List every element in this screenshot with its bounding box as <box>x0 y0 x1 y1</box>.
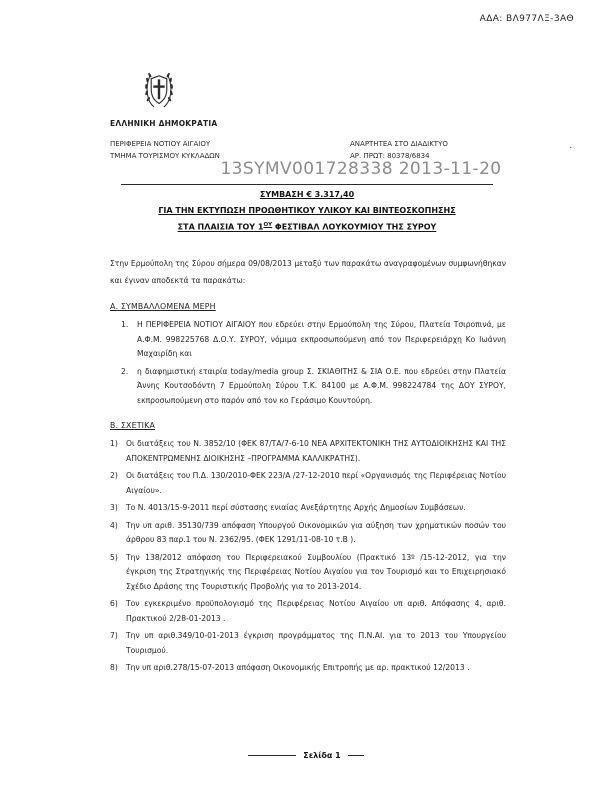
item-text: Οι διατάξεις του Ν. 3852/10 (ΦΕΚ 87/ΤΑ/7-6-10 ΝΕΑ ΑΡΧΙΤΕΚΤΟΝΙΚΗ ΤΗΣ ΑΥΤΟΔΙΟΙΚΗΣΗΣ ΚΑΙ ΤΗΣ ΑΠΟΚΕΝΤΡΩΜΕΝΗΣ ΔΙΟΙΚΗΣΗΣ –ΠΡΟΓΡΑΜΜΑ ΚΑΛΛΙΚΡΑΤΗΣ). <box>126 439 506 463</box>
greek-emblem-icon <box>142 70 176 110</box>
item-number: 7) <box>110 631 118 640</box>
item-number: 1. <box>121 320 129 329</box>
contract-title-context <box>121 218 493 235</box>
item-number: 2) <box>110 471 118 480</box>
intro-paragraph: Στην Ερμούπολη της Σύρου σήμερα 09/08/2013 μεταξύ των παρακάτω αναγραφομένων συμφωνήθηκαν και έγιναν αποδεκτά τα παρακάτω: <box>110 259 506 285</box>
list-item <box>110 519 506 548</box>
list-item <box>121 365 506 409</box>
contract-title-block <box>121 184 493 235</box>
footer-rule-left <box>248 755 296 756</box>
section-b-heading: Β. ΣΧΕΤΙΚΑ <box>110 421 156 430</box>
item-text: η διαφημιστική εταιρία today/media group Σ. ΣΚΙΑΘΙΤΗΣ & ΣΙΑ Ο.Ε. που εδρεύει στην Πλατεία Άννης Κουτσοδόντη 7 Ερμούπολη Σύρου Τ.Κ. 84100 με Α.Φ.Μ. 998224784 της ΔΟΥ ΣΥΡΟΥ, εκπροσωπούμενη στο παρόν από τον κο Γεράσιμο Κουντούρη. <box>137 366 506 405</box>
ordinal-superscript: ΟΥ <box>263 222 273 228</box>
item-text: Το Ν. 4013/15-9-2011 περί σύστασης ενιαίας Ανεξάρτητης Αρχής Δημοσίων Συμβάσεων. <box>126 503 466 512</box>
item-number: 4) <box>110 520 118 530</box>
item-number: 6) <box>110 599 118 608</box>
document-body <box>110 255 506 689</box>
item-text: Οι διατάξεις του Π.Δ. 130/2010-ΦΕΚ 223/Α /27-12-2010 περί «Οργανισμός της Περιφέρειας Νοτίου Αιγαίου». <box>126 471 506 495</box>
list-item <box>110 501 506 516</box>
stray-period: . <box>569 141 572 150</box>
title-context-pre: ΣΤΑ ΠΛΑΙΣΙΑ ΤΟΥ 1 <box>177 222 264 232</box>
item-text: Τον εγκεκριμένο προϋπολογισμό της Περιφέρειας Νοτίου Αιγαίου υπ αριθ. Απόφασης 4, αριθ. Πρακτικού 2/28-01-2013 . <box>126 599 506 623</box>
ada-number: ΑΔΑ: ΒΛ977ΛΞ-3ΑΘ <box>479 14 574 24</box>
item-text: Η ΠΕΡΙΦΕΡΕΙΑ ΝΟΤΙΟΥ ΑΙΓΑΙΟΥ που εδρεύει στην Ερμούπολη της Σύρου, Πλατεία Τσιροπινά, με Α.Φ.Μ. 998225768 Δ.Ο.Υ. ΣΥΡΟΥ, νόμιμα εκπροσωπούμενη από τον Περιφερειάρχη Κο Ιωάννη Μαχαιρίδη και <box>137 320 506 358</box>
list-item <box>110 437 506 466</box>
list-item <box>110 597 506 626</box>
list-item <box>121 318 506 362</box>
authority-department: ΤΜΗΜΑ ΤΟΥΡΙΣΜΟΥ ΚΥΚΛΑΔΩΝ <box>110 151 220 160</box>
footer-rule-right <box>348 755 364 756</box>
authority-region: ΠΕΡΙΦΕΡΕΙΑ ΝΟΤΙΟΥ ΑΙΓΑΙΟΥ <box>110 140 211 148</box>
item-number: 3) <box>110 503 118 512</box>
list-item <box>110 551 506 595</box>
list-item <box>110 629 506 658</box>
item-text: Την υπ αριθ.278/15-07-2013 απόφαση Οικονομικής Επιτροπής με αρ. πρακτικού 12/2013 . <box>126 663 470 672</box>
list-item <box>110 469 506 498</box>
contract-title-amount: ΣΥΜΒΑΣΗ € 3.317,40 <box>259 190 355 199</box>
republic-title: ΕΛΛΗΝΙΚΗ ΔΗΜΟΚΡΑΤΙΑ <box>110 119 218 128</box>
page-footer <box>0 751 612 760</box>
list-item <box>110 661 506 676</box>
item-number: 8) <box>110 663 118 672</box>
item-number: 1) <box>110 439 118 448</box>
item-text: Την υπ αριθ. 35130/739 απόφαση Υπουργού Οικονομικών για αύξηση των χρηματικών ποσών του άρθρου 83 παρ.1 του Ν. 2362/95. (ΦΕΚ 1291/11-08-10 τ.Β ). <box>126 520 506 544</box>
ada-watermark: 13SYMV001728338 2013-11-20 <box>220 159 502 179</box>
section-a-heading: Α. ΣΥΜΒΑΛΛΟΜΕΝΑ ΜΕΡΗ <box>110 302 216 311</box>
item-number: 5) <box>110 552 118 562</box>
item-text: Την 138/2012 απόφαση του Περιφερειακού Συμβουλίου (Πρακτικό 13º /15-12-2012, για την έγκριση της Στρατηγικής της Περιφέρειας Νοτίου Αιγαίου για τον Τουρισμό και το Επιχειρησιακό Σχέδιο Δράσης της Τουριστικής Προβολής για το 2013-2014. <box>126 552 506 591</box>
title-context-post: ΦΕΣΤΙΒΑΛ ΛΟΥΚΟΥΜΙΟΥ ΤΗΣ ΣΥΡΟΥ <box>272 222 437 232</box>
protocol-number: ΑΡ. ΠΡΩΤ: 80378/6834 <box>350 151 430 160</box>
page-number-label: Σελίδα 1 <box>303 751 341 760</box>
web-posting-note: ΑΝΑΡΤΗΤΕΑ ΣΤΟ ΔΙΑΔΙΚΤΥΟ <box>350 140 448 148</box>
contract-title-subject: ΓΙΑ ΤΗΝ ΕΚΤΥΠΩΣΗ ΠΡΟΩΘΗΤΙΚΟΥ ΥΛΙΚΟΥ ΚΑΙ ΒΙΝΤΕΟΣΚΟΠΗΣΗΣ <box>158 205 456 215</box>
references-list <box>110 437 506 676</box>
contracting-parties-list <box>110 318 506 408</box>
item-text: Την υπ αριθ.349/10-01-2013 έγκριση προγράμματος της Π.Ν.ΑΙ. για το 2013 του Υπουργείου Τουρισμού. <box>126 631 506 655</box>
item-number: 2. <box>121 366 129 376</box>
